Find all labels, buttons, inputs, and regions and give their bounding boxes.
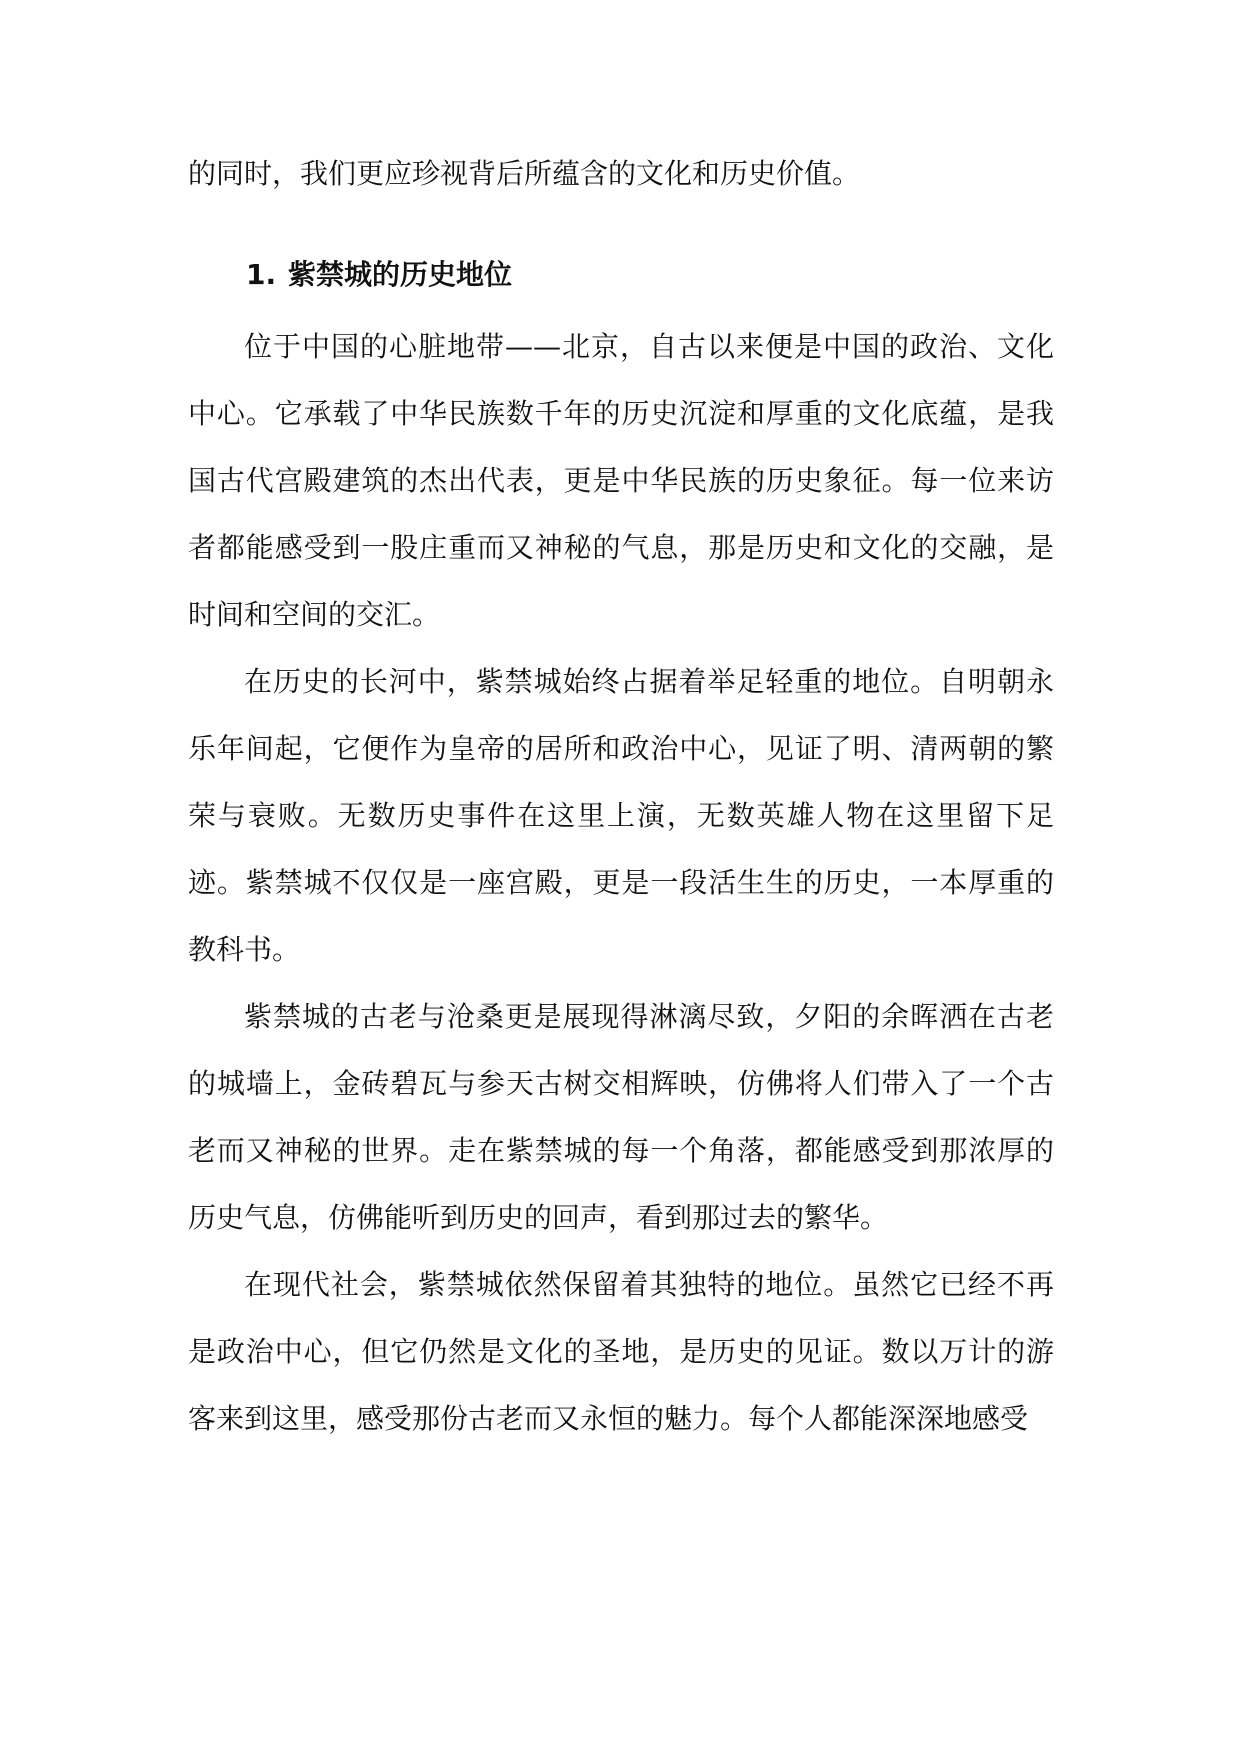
body-paragraph-4: 在现代社会，紫禁城依然保留着其独特的地位。虽然它已经不再是政治中心，但它仍然是文化的圣地，是历史的见证。数以万计的游客来到这里，感受那份古老而又永恒的魅力。每个人都能深深地感受 xyxy=(188,1268,1054,1435)
section-title: 紫禁城的历史地位 xyxy=(288,258,513,291)
body-paragraph-1: 位于中国的心脏地带——北京，自古以来便是中国的政治、文化中心。它承载了中华民族数千年的历史沉淀和厚重的文化底蕴，是我国古代宫殿建筑的杰出代表，更是中华民族的历史象征。每一位来访者都能感受到一股庄重而又神秘的气息，那是历史和文化的交融，是时间和空间的交汇。 xyxy=(188,330,1054,631)
section-heading xyxy=(188,249,1054,301)
body-paragraph-2: 在历史的长河中，紫禁城始终占据着举足轻重的地位。自明朝永乐年间起，它便作为皇帝的居所和政治中心，见证了明、清两朝的繁荣与衰败。无数历史事件在这里上演，无数英雄人物在这里留下足迹。紫禁城不仅仅是一座宫殿，更是一段活生生的历史，一本厚重的教科书。 xyxy=(188,665,1054,966)
section-number: 1. xyxy=(246,258,277,291)
document-body xyxy=(188,140,1054,1452)
body-paragraph-3: 紫禁城的古老与沧桑更是展现得淋漓尽致，夕阳的余晖洒在古老的城墙上，金砖碧瓦与参天古树交相辉映，仿佛将人们带入了一个古老而又神秘的世界。走在紫禁城的每一个角落，都能感受到那浓厚的历史气息，仿佛能听到历史的回声，看到那过去的繁华。 xyxy=(188,1000,1054,1234)
continuation-paragraph: 的同时，我们更应珍视背后所蕴含的文化和历史价值。 xyxy=(188,157,861,190)
